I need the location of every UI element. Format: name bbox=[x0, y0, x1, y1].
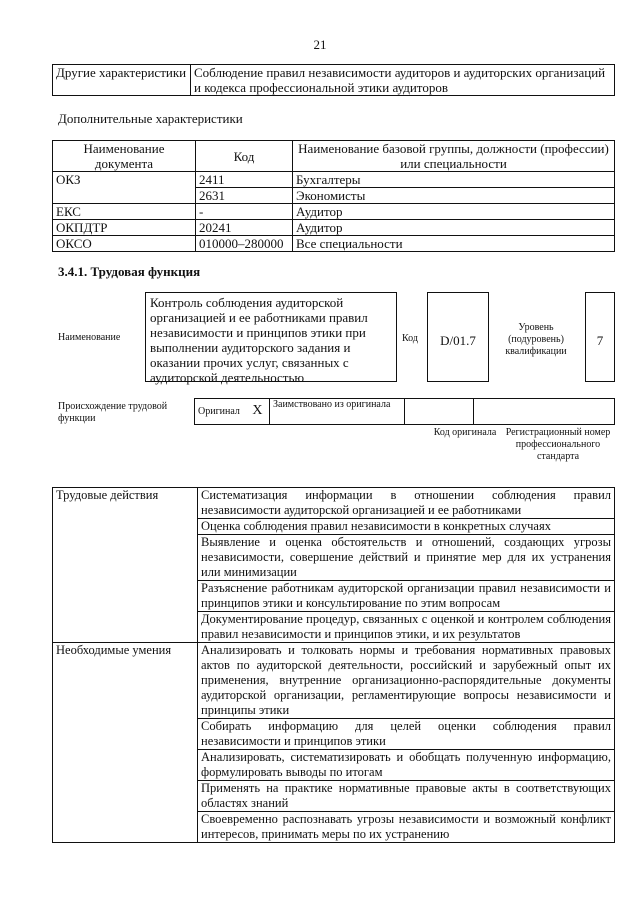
page-number: 21 bbox=[313, 37, 327, 52]
row-doc: ЕКС bbox=[53, 204, 196, 220]
origin-borrowed-label: Заимствовано из оригинала bbox=[270, 399, 405, 425]
main-row-item: Выявление и оценка обстоятельств и отношений, создающих угрозы независимости, совершение действий и принятие мер для их устранения или минимизации bbox=[198, 535, 615, 581]
table-row bbox=[53, 643, 615, 719]
main-row-item: Оценка соблюдения правил независимости в конкретных случаях bbox=[198, 519, 615, 535]
function-code-box bbox=[427, 292, 489, 382]
row-name: Бухгалтеры bbox=[293, 172, 615, 188]
origin-reg-caption: Регистрационный номер профессионального стандарта bbox=[505, 427, 611, 462]
function-name-value: Контроль соблюдения аудиторской организацией и ее работниками правил независимости и принципов этики при выполнении аудиторского задания и оказании прочих услуг, связанных с аудиторской деятельностью bbox=[150, 295, 368, 385]
other-characteristics-label: Другие характеристики bbox=[53, 65, 191, 96]
header-code: Код bbox=[196, 141, 293, 172]
table-row bbox=[53, 236, 615, 252]
main-row-item: Разъяснение работникам аудиторской организации правил независимости и принципов этики и консультирование по этим вопросам bbox=[198, 581, 615, 612]
row-code: 2631 bbox=[196, 188, 293, 204]
main-row-item: Документирование процедур, связанных с оценкой и контролем соблюдения правил независимости и принципов этики, и их результатов bbox=[198, 612, 615, 643]
row-code: 2411 bbox=[196, 172, 293, 188]
function-name-box bbox=[145, 292, 397, 385]
main-row-item: Своевременно распознавать угрозы независимости и возможный конфликт интересов, принимать меры по их устранению bbox=[198, 812, 615, 843]
function-level-value: 7 bbox=[596, 333, 604, 348]
additional-characteristics-title: Дополнительные характеристики bbox=[58, 111, 243, 126]
origin-code-caption: Код оригинала bbox=[433, 427, 497, 438]
table-row bbox=[53, 204, 615, 220]
row-name: Аудитор bbox=[293, 220, 615, 236]
function-level-box bbox=[585, 292, 615, 382]
row-doc: ОКПДТР bbox=[53, 220, 196, 236]
function-name-label: Наименование bbox=[58, 332, 121, 343]
function-code-label: Код bbox=[402, 333, 418, 344]
origin-original-cell bbox=[195, 399, 270, 425]
header-name: Наименование базовой группы, должности (профессии) или специальности bbox=[293, 141, 615, 172]
origin-label: Происхождение трудовой функции bbox=[58, 401, 168, 424]
main-row-item: Систематизация информации в отношении соблюдения правил независимости аудиторской организацией и ее работниками bbox=[198, 488, 615, 519]
row-code: - bbox=[196, 204, 293, 220]
main-row-item: Анализировать и толковать нормы и требования нормативных правовых актов по аудиторской деятельности, российский и зарубежный опыт их применения, внутренние организационно-распорядительные документы аудиторской организации, регламентирующие вопросы независимости и принципы этики bbox=[198, 643, 615, 719]
header-doc: Наименование документа bbox=[53, 141, 196, 172]
main-row-item: Собирать информацию для целей оценки соблюдения правил независимости и принципов этики bbox=[198, 719, 615, 750]
row-name: Все специальности bbox=[293, 236, 615, 252]
origin-code-cell bbox=[405, 399, 474, 425]
origin-original-mark: X bbox=[252, 403, 263, 418]
origin-table bbox=[194, 398, 615, 425]
row-name: Экономисты bbox=[293, 188, 615, 204]
origin-reg-cell bbox=[474, 399, 615, 425]
main-row-item: Анализировать, систематизировать и обобщать полученную информацию, формулировать выводы по итогам bbox=[198, 750, 615, 781]
row-doc: ОКСО bbox=[53, 236, 196, 252]
section-title: 3.4.1. Трудовая функция bbox=[58, 264, 201, 279]
row-code: 20241 bbox=[196, 220, 293, 236]
main-table bbox=[52, 487, 615, 843]
additional-characteristics-table bbox=[52, 140, 615, 252]
other-characteristics-value: Соблюдение правил независимости аудиторов и аудиторских организаций и кодекса профессиональной этики аудиторов bbox=[191, 65, 615, 96]
function-code-value: D/01.7 bbox=[440, 333, 476, 348]
table-row bbox=[53, 488, 615, 519]
table-row bbox=[53, 172, 615, 188]
row-doc: ОКЗ bbox=[53, 172, 196, 204]
function-level-label: Уровень (подуровень) квалификации bbox=[505, 322, 567, 357]
main-row-item: Применять на практике нормативные правовые акты в соответствующих областях знаний bbox=[198, 781, 615, 812]
row-code: 010000–280000 bbox=[196, 236, 293, 252]
row-name: Аудитор bbox=[293, 204, 615, 220]
table-row bbox=[53, 220, 615, 236]
other-characteristics-table bbox=[52, 64, 615, 96]
origin-original-label: Оригинал bbox=[198, 406, 240, 417]
main-row-label: Необходимые умения bbox=[53, 643, 198, 843]
main-row-label: Трудовые действия bbox=[53, 488, 198, 643]
